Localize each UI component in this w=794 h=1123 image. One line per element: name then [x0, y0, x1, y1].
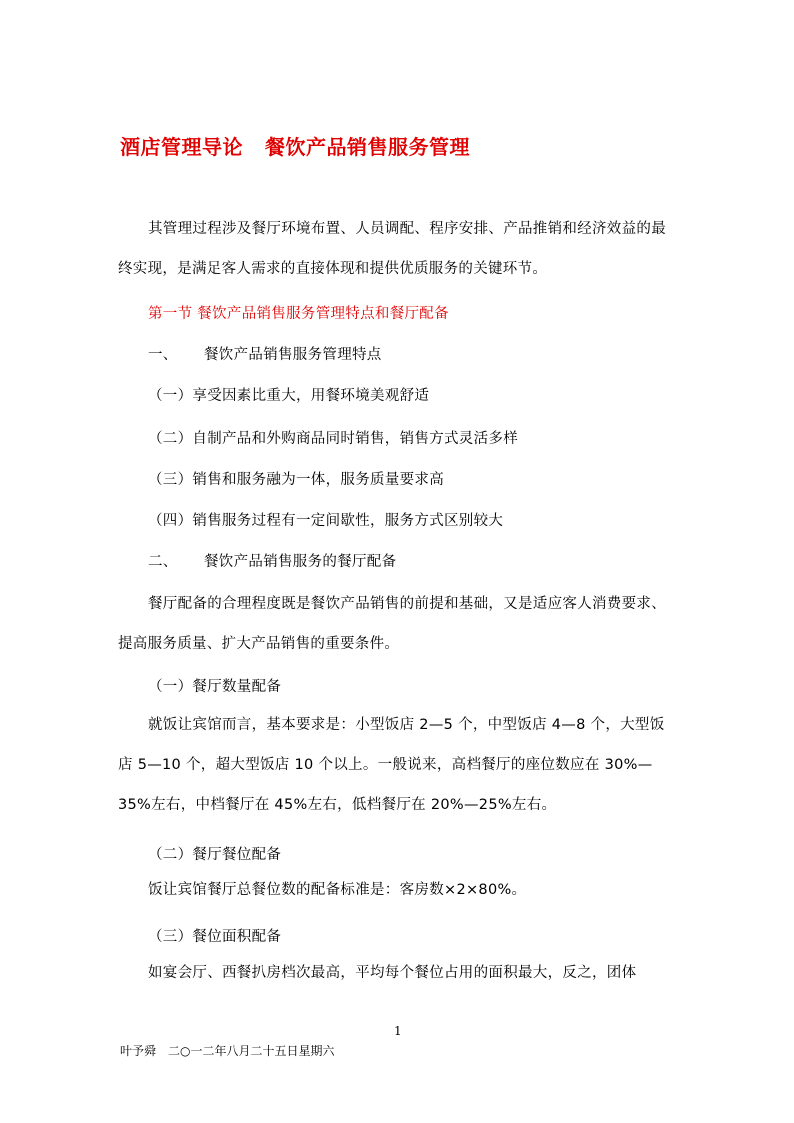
section-heading: 第一节 餐饮产品销售服务管理特点和餐厅配备 [148, 306, 449, 322]
page-number: 1 [394, 1024, 402, 1038]
title-chapter: 餐饮产品销售服务管理 [265, 135, 470, 159]
footer-author: 叶予舜 [120, 1044, 157, 1058]
page-footer [120, 1042, 335, 1059]
heading-two [148, 550, 396, 571]
list-item: （一）享受因素比重大，用餐环境美观舒适 [148, 388, 430, 404]
list-item: （二）自制产品和外购商品同时销售，销售方式灵活多样 [148, 431, 518, 447]
paragraph-area: 如宴会厅、西餐扒房档次最高，平均每个餐位占用的面积最大，反之，团体 [148, 965, 637, 981]
title-course: 酒店管理导论 [120, 135, 243, 159]
list-item: （三）销售和服务融为一体，服务质量要求高 [148, 472, 444, 488]
subheading-area: （三）餐位面积配备 [148, 929, 282, 945]
paragraph-quantity: 就饭让宾馆而言，基本要求是：小型饭店 2—5 个，中型饭店 4—8 个，大型饭店 5—10 个，超大型饭店 10 个以上。一般说来，高档餐厅的座位数应在 30%—35%左右，中档餐厅在 45%左右，低档餐厅在 20%—25%左右。 [118, 717, 665, 813]
heading-one-text: 餐饮产品销售服务管理特点 [204, 347, 382, 363]
paragraph-equipment: 餐厅配备的合理程度既是餐饮产品销售的前提和基础，又是适应客人消费要求、提高服务质量、扩大产品销售的重要条件。 [118, 596, 666, 652]
heading-one [148, 343, 382, 364]
paragraph-seats: 饭让宾馆餐厅总餐位数的配备标准是：客房数×2×80%。 [148, 882, 527, 898]
heading-two-number: 二、 [148, 554, 178, 570]
heading-two-text: 餐饮产品销售服务的餐厅配备 [204, 554, 397, 570]
intro-paragraph: 其管理过程涉及餐厅环境布置、人员调配、程序安排、产品推销和经济效益的最终实现，是满足客人需求的直接体现和提供优质服务的关键环节。 [118, 221, 666, 277]
footer-date: 二○一二年八月二十五日星期六 [168, 1044, 335, 1058]
subheading-quantity: （一）餐厅数量配备 [148, 679, 282, 695]
heading-one-number: 一、 [148, 347, 178, 363]
list-item: （四）销售服务过程有一定间歇性，服务方式区别较大 [148, 513, 504, 529]
document-title [120, 131, 470, 160]
subheading-seats: （二）餐厅餐位配备 [148, 847, 282, 863]
